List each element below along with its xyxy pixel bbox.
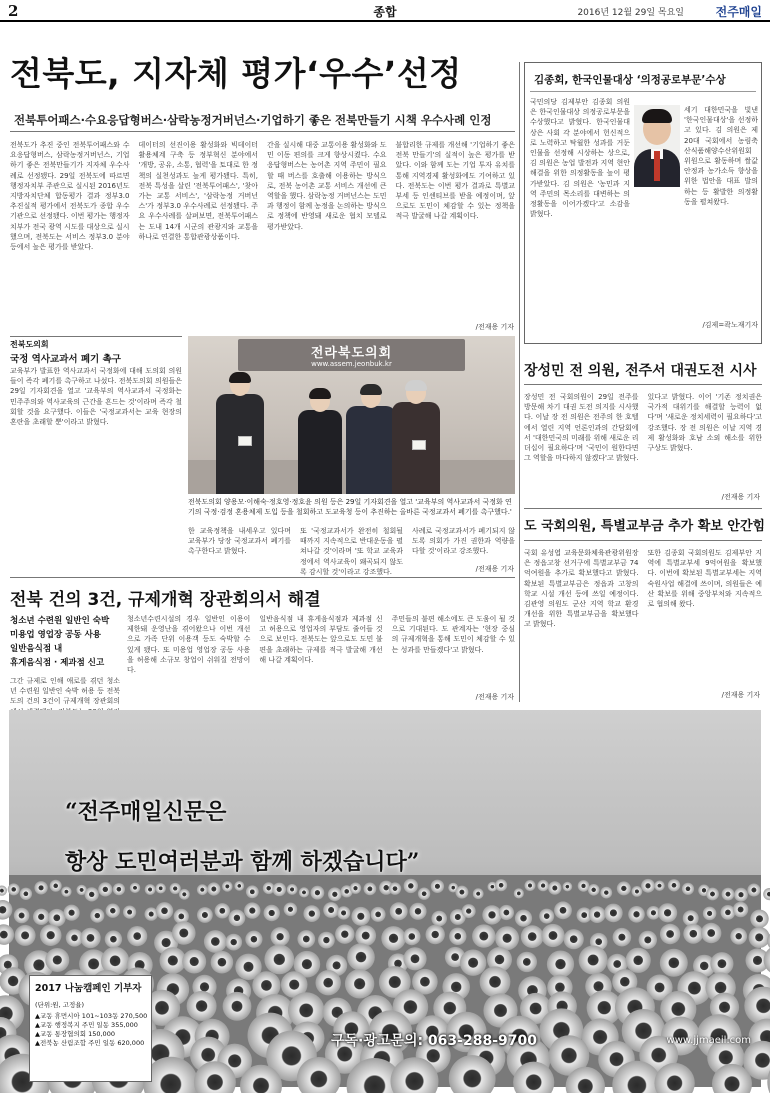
- sunflower-head: [472, 924, 495, 947]
- sunflower-head: [229, 910, 246, 927]
- sunflower-head: [548, 881, 561, 894]
- story2b-column-2: 또 '국정교과서가 완전히 철회될 때까지 지속적으로 반대운동을 펼쳐나갈 것'이라며 '또 학교 교육과정에서 역사교육이 왜곡되지 않도록 감시할 것'이라고 강조했다.: [300, 527, 403, 576]
- sunflower-head: [541, 924, 564, 947]
- sunflower-head: [211, 951, 234, 974]
- story2b-column-1: 한 교육정책을 내세우고 있다며 교육부가 당장 국정교과서 폐기를 촉구한다고 밝혔다.: [188, 527, 291, 556]
- photo-caption: 전북도의회 양용모·이해숙·정호영·정호윤 의원 등은 29일 기자회견을 열고 '교육부의 역사교과서 국정화 연기의 국정·검정 혼용체제 도입 등을 철회하고 도교육청 등이 추진하는 올바른 국정교과서 폐기를 촉구했다.': [188, 498, 512, 516]
- story5-deck-line-2: 미용업 영업장 공동 사용: [10, 630, 101, 640]
- sunflower-head: [733, 902, 748, 917]
- sunflower-head: [316, 970, 341, 995]
- lead-column-4: 불합리한 규제를 개선해 '기업하기 좋은 전북 만들기'의 실적이 높은 평가를 받았다. 이와 함께 도는 기업 투자 유치를 통해 지역경제 활성화에도 기여하고 있다. 전북도는 이번 평가 결과로 특별교부세 등 인센티브를 받을 예정이며, 앞으로도 도민이 체감할 수 있는 정책을 적극 발굴해 나갈 계획이다.: [395, 141, 515, 221]
- story4-column-1: 국회 유성엽 교육문화체육관광위원장은 정읍고창 선거구에 특별교부금 74억여원을 추가로 확보했다고 밝혔다. 확보된 특별교부금은 정읍과 고창의 학교 시설 개선 등에 쓰일 예정이다. 김관영 의원도 군산 지역 학교 환경 개선을 위한 특별교부금을 확보했다고 밝혔다.: [524, 549, 639, 629]
- sunflower-head: [613, 928, 632, 947]
- sunflower-head: [61, 887, 71, 897]
- donor-list-title: 2017 나눔캠페인 기부자: [35, 983, 142, 994]
- sunflower-head: [223, 992, 252, 1021]
- story5-deck-line-4: 휴게음식점 · 제과점 신고: [10, 658, 105, 668]
- issue-date: 2016년 12월 29일 목요일: [577, 8, 684, 18]
- sunflower-head: [179, 889, 190, 900]
- donor-row: ▲교동 통장협의회 150,000: [35, 1030, 115, 1038]
- sunflower-head: [172, 921, 196, 945]
- sunflower-head: [106, 904, 120, 918]
- sunflower-head: [426, 925, 445, 944]
- story4-byline: /전재용 기자: [721, 691, 760, 699]
- story5-column-1: 그간 규제로 인해 애로를 겪던 청소년 수련원 일반인 숙박 허용 등 전북도의 건의 3건이 규제개혁 장관회의: [10, 677, 120, 706]
- story3-divider: [524, 384, 762, 385]
- sunflower-head: [589, 906, 606, 923]
- story5-column-4: 주민들의 불편 해소에도 큰 도움이 될 것으로 기대된다. 도 관계자는 '현장 중심의 규제개혁을 통해 도민이 체감할 수 있는 성과를 만들겠다'고 밝혔다.: [391, 615, 515, 654]
- statement-paper-2: [412, 440, 426, 450]
- sunflower-head: [303, 905, 320, 922]
- sunflower-head: [0, 886, 7, 896]
- donor-row: ▲교동 휴먼시아 101~103동 270,500: [35, 1012, 148, 1020]
- sunflower-head: [225, 934, 242, 951]
- sunflower-head: [539, 909, 554, 924]
- sunflower-head: [564, 929, 584, 949]
- sunflower-head: [347, 943, 375, 971]
- story2-headline: 국정 역사교과서 폐기 촉구: [10, 354, 121, 365]
- donor-row: ▲전북농 산림조합 주민 일동 620,000: [35, 1039, 145, 1047]
- sunflower-head: [40, 924, 62, 946]
- sunflower-head: [495, 879, 507, 891]
- sunflower-head: [706, 888, 719, 901]
- sunflower-head: [50, 880, 62, 892]
- portrait-tie: [654, 151, 660, 181]
- sunflower-head: [521, 925, 544, 948]
- sunflower-head: [215, 903, 230, 918]
- sunflower-head: [33, 909, 49, 925]
- sunflower-head: [683, 924, 703, 944]
- sunflower-head: [204, 930, 227, 953]
- sunflower-head: [271, 927, 290, 946]
- sunflower-head: [318, 932, 335, 949]
- sunflower-head: [547, 951, 574, 978]
- story2b-column-3: 사례로 국정교과서가 폐기되지 않도록 의회가 가진 권한과 역량을 다할 것'이라고 강조했다.: [412, 527, 515, 556]
- sunflower-head: [626, 948, 651, 973]
- lead-body: [10, 140, 515, 332]
- sunflower-head: [734, 888, 748, 902]
- sunflower-head: [182, 950, 206, 974]
- sunflower-head: [197, 884, 208, 895]
- award-byline: /김제=곽노재기자: [702, 321, 758, 329]
- sunflower-head: [473, 888, 484, 899]
- sunflower-head: [20, 888, 32, 900]
- sunflower-head: [431, 911, 447, 927]
- sunflower-head: [515, 910, 532, 927]
- sunflower-head: [537, 880, 548, 891]
- donor-list-box: [29, 975, 152, 1082]
- sunflower-head: [364, 883, 377, 896]
- press-conference-photo: [188, 336, 515, 494]
- sunflower-head: [187, 991, 217, 1021]
- sunflower-head: [160, 947, 187, 974]
- sunflower-head: [297, 930, 315, 948]
- person-2: [298, 390, 342, 494]
- sunflower-head: [328, 887, 342, 901]
- sunflower-head: [371, 907, 386, 922]
- story5-deck-line-3: 일반음식점 내: [10, 644, 63, 654]
- story5-headline: 전북 건의 3건, 규제개혁 장관회의서 해결: [10, 590, 321, 610]
- story5-deck: [10, 614, 120, 670]
- sunflower-advertisement: [9, 710, 761, 1087]
- sunflower-head: [156, 883, 166, 893]
- sunflower-head: [639, 931, 657, 949]
- section-name: 종합: [373, 5, 397, 19]
- sunflower-head: [245, 931, 262, 948]
- page-header: [0, 0, 770, 22]
- sunflower-head: [64, 905, 80, 921]
- sunflower-head: [90, 909, 104, 923]
- sunflower-head: [222, 881, 233, 892]
- sunflower-head: [323, 902, 339, 918]
- story4-body: [524, 548, 762, 696]
- sunflower-head: [578, 880, 590, 892]
- sunflower-head: [287, 884, 298, 895]
- sunflower-head: [145, 884, 156, 895]
- sunflower-head: [123, 906, 136, 919]
- sunflower-head: [747, 884, 760, 897]
- portrait-hair: [642, 109, 672, 123]
- sunflower-head: [750, 910, 768, 928]
- sunflower-head: [337, 906, 350, 919]
- sunflower-head: [525, 880, 536, 891]
- statement-paper-1: [238, 436, 252, 446]
- sunflower-head: [480, 966, 511, 997]
- sunflower-head: [764, 945, 770, 974]
- sunflower-head: [604, 904, 623, 923]
- story3-byline: /전재용 기자: [721, 493, 760, 501]
- sunflower-head: [563, 882, 573, 892]
- sunflower-head: [660, 949, 688, 977]
- story4-divider: [524, 540, 762, 541]
- sunflower-head: [113, 883, 125, 895]
- story4-headline: 도 국회의원, 특별교부금 추가 확보 안간힘: [524, 519, 766, 534]
- sunflower-head: [517, 952, 537, 972]
- sunflower-head: [431, 880, 444, 893]
- sunflower-head: [234, 881, 244, 891]
- sunflower-head: [730, 928, 747, 945]
- ad-quote-line-1: “전주매일신문은: [65, 799, 227, 825]
- sunflower-head: [389, 882, 401, 894]
- sunflower-head: [462, 904, 476, 918]
- sunflower-head: [98, 882, 112, 896]
- lead-subheadline: 전북투어패스·수요응답형버스·삼락농정거버넌스·기업하기 좋은 전북만들기 시책 우수사례 인정: [14, 113, 492, 127]
- sunflower-head: [390, 902, 408, 920]
- sunflower-head: [156, 902, 173, 919]
- sunflower-head: [130, 883, 140, 893]
- story5-body: [127, 614, 515, 700]
- sunflower-head: [85, 887, 99, 901]
- ad-website-link[interactable]: www.jjmaeil.com: [666, 1035, 751, 1046]
- sunflower-head: [335, 925, 354, 944]
- sunflower-head: [579, 946, 608, 975]
- sunflower-head: [449, 928, 466, 945]
- donor-row: ▲교동 행정복지 주민 일동 355,000: [35, 1021, 138, 1029]
- story3-body: [524, 392, 762, 502]
- sunflower-head: [495, 926, 519, 950]
- donor-list-unit: (단위:원, 고정율): [35, 1001, 85, 1009]
- person-1: [216, 374, 264, 494]
- sunflower-head: [403, 928, 420, 945]
- story3-headline: 장성민 전 의원, 전주서 대권도전 시사: [524, 363, 757, 379]
- sunflower-head: [617, 881, 631, 895]
- story2b-byline: /전재용 기자: [475, 565, 514, 573]
- story2-kicker: 전북도의회: [10, 340, 49, 349]
- column-divider: [519, 62, 520, 702]
- award-column-1: 국민의당 김제부안 김종회 의원은 한국인물대상 의정공로부문을 수상했다고 밝혔다. 한국인물대상은 사회 각 분야에서 헌신적으로 노력하고 탁월한 성과를 거둔 인물을 선정해 시상하는 상으로, 김 의원은 농업 발전과 지역 현안 해결을 위한 의정활동을 높이 평가받았다. 김 의원은 '농민과 지역 주민의 목소리를 대변하는 의정활동을 이어가겠다'고 소감을 밝혔다.: [530, 98, 630, 219]
- lead-column-2: 데이터의 선진이용 활성화와 빅데이터 활용체계 구축 등 정부혁신 분야에서 '개방, 공유, 소통, 협력'을 토대로 한 정책의 실천성과도 높게 평가됐다. 특히, 전북 특성을 살린 '전북투어패스', '찾아가는 교통 서비스', '삼락농정 거버넌스'가 정부3.0 우수사례로 선정됐다. 주요 우수사례를 살펴보면, 전북투어패스는 도내 14개 시군의 관광지와 교통을 하나로 연결한 통합관광상품이다.: [138, 141, 258, 241]
- story2-top-rule: [10, 336, 182, 337]
- sunflower-head: [554, 901, 572, 919]
- sunflower-head: [722, 888, 735, 901]
- lead-column-1: 전북도가 추진 중인 전북투어패스와 수요응답형버스, 삼락농정거버넌스, 기업하기 좋은 전북만들기가 지자체 우수사례로 선정됐다. 29일 전북도에 따르면 행정자치부 주관으로 실시된 2016년도 지방자치단체 합동평가 결과 정부3.0 추진실적 평가에서 전북도가 종합 우수기관으로 선정됐다. 이번 평가는 행정자치부가 전국 광역 시도를 대상으로 실시했으며, 전북도는 서비스 정부3.0 분야 등에서 높은 평가를 받았다.: [10, 141, 130, 252]
- award-column-2: 세기 대한민국을 빛낸 '한국인물대상'을 선정하고 있다. 김 의원은 제20대 국회에서 농림축산식품해양수산위원회 위원으로 활동하며 쌀값 안정과 농가소득 향상을 위한 법안을 대표 발의하는 등 활발한 의정활동을 펼쳐왔다.: [684, 106, 758, 206]
- sunflower-head: [207, 882, 220, 895]
- sunflower-head: [588, 884, 600, 896]
- sunflower-head: [418, 888, 430, 900]
- sunflower-head: [632, 886, 643, 897]
- lead-divider: [10, 131, 515, 132]
- sunflower-head: [660, 924, 680, 944]
- sunflower-head: [381, 926, 405, 950]
- story2-body: 교육부가 발표한 역사교과서 국정화에 대해 도의회 의원들이 즉각 폐기를 촉구하고 나섰다. 전북도의회 의원들은 29일 기자회견을 열고 '교육부의 역사교과서 국정화는 민주주의와 역사교육의 근간을 흔드는 것'이라며 즉각 철회할 것을 요구했다. 이들은 '국정교과서는 교육 현장의 혼란을 초래할 뿐'이라고 밝혔다.: [10, 367, 182, 427]
- award-divider: [530, 91, 756, 92]
- politician-portrait: [634, 105, 680, 187]
- sunflower-head: [105, 931, 122, 948]
- sunflower-head: [628, 906, 645, 923]
- person-4: [392, 382, 440, 494]
- ad-quote-line-2: 항상 도민여러분과 함께 하겠습니다”: [65, 849, 420, 875]
- sunflower-head: [409, 903, 426, 920]
- sunflower-head: [404, 879, 418, 893]
- sunflower-head: [763, 888, 770, 900]
- lead-headline: 전북도, 지자체 평가‘우수’선정: [10, 54, 462, 93]
- sunflower-head: [15, 925, 36, 946]
- sunflower-head: [455, 886, 468, 899]
- sunflower-head: [48, 909, 66, 927]
- story5-byline: /전재용 기자: [475, 693, 514, 701]
- lead-column-3: 간을 실시해 대중 교통이용 활성화와 도민 이동 편의를 크게 향상시켰다. 수요응답형버스는 농어촌 지역 주민이 필요할 때 버스를 호출해 이용하는 방식으로, 전북 농어촌 교통 서비스 개선에 큰 역할을 했다. 삼락농정 거버넌스는 도민과 행정이 함께 농정을 논의하는 방식으로 정책에 반영돼 새로운 협치 모델로 평가받았다.: [267, 141, 387, 231]
- sunflower-head: [264, 945, 294, 975]
- sunflower-head: [145, 907, 158, 920]
- sunflower-head: [272, 883, 286, 897]
- sunflower-head: [45, 948, 69, 972]
- sunflower-head: [284, 903, 298, 917]
- story4-top-rule: [524, 508, 762, 509]
- sunflower-head: [355, 925, 376, 946]
- sunflower-head: [350, 883, 361, 894]
- story3-column-2: 있다고 밝혔다. 이어 '기존 정치권은 국가적 대위기를 해결할 능력이 없다'며 '새로운 정치세력이 필요하다'고 강조했다. 장 전 의원은 이날 지역 경제 활성화와 호남 소외 해소를 위한 구상도 밝혔다.: [647, 393, 762, 453]
- sunflower-head: [244, 902, 260, 918]
- sunflower-head: [80, 928, 100, 948]
- story5-deck-line-1: 청소년 수련원 일반인 숙박: [10, 616, 110, 626]
- sunflower-head: [34, 881, 47, 894]
- sunflower-head: [641, 879, 655, 893]
- story5-top-rule: [10, 577, 515, 578]
- person-3: [346, 386, 396, 494]
- sunflower-head: [499, 905, 514, 920]
- story4-column-2: 또한 김종회 국회의원도 김제부안 지역에 특별교부세 9억여원을 확보했다. 이번에 확보된 특별교부세는 지역 숙원사업 해결에 쓰이며, 의원들은 예산 확보를 위해 중앙부처와 지속적으로 협의해 왔다.: [647, 549, 762, 609]
- story3-column-1: 장성민 전 국회의원이 29일 전주를 방문해 차기 대권 도전 의지를 시사했다. 이날 장 전 의원은 전주의 한 호텔에서 열린 지역 언론인과의 간담회에서 '대한민국의 미래를 위해 새로운 리더십이 필요하다'며 '국민이 원한다면 그 역할을 마다하지 않겠다'고 밝혔다.: [524, 393, 639, 463]
- sunflower-head: [514, 888, 524, 898]
- sunflower-head: [197, 907, 213, 923]
- ad-contact: 구독·광고문의: 063-288-9700: [331, 1033, 537, 1049]
- sunflower-head: [299, 887, 309, 897]
- sunflower-head: [682, 883, 694, 895]
- banner-text: 전라북도의회: [310, 346, 393, 361]
- sunflower-head: [721, 905, 736, 920]
- sunflower-head: [668, 879, 680, 891]
- newspaper-name: 전주매일: [715, 5, 762, 19]
- sunflower-head: [246, 885, 259, 898]
- sunflower-head: [311, 886, 325, 900]
- story5-column-2: 청소년수련시설의 경우 일반인 이용이 제한돼 운영난을 겪어왔으나 이번 개선으로 가족 단위 이용객 등도 숙박할 수 있게 됐다. 또 미용업 영업장 공동 사용을 허용해 소규모 창업이 쉬워질 전망이다.: [127, 615, 251, 675]
- sunflower-head: [654, 881, 664, 891]
- sunflower-head: [600, 887, 612, 899]
- sunflower-head: [703, 907, 717, 921]
- sunflower-head: [345, 969, 374, 998]
- sunflower-head: [8, 883, 20, 895]
- award-headline: 김종회, 한국인물대상 ‘의정공로부문’수상: [534, 74, 726, 86]
- sunflower-head: [127, 926, 147, 946]
- sunflower-head: [460, 950, 486, 976]
- lead-byline: /전재용 기자: [475, 323, 514, 331]
- sunflower-head: [170, 883, 181, 894]
- sunflower-head: [683, 910, 699, 926]
- sunflower-head: [482, 905, 501, 924]
- sunflower-head: [403, 947, 426, 970]
- page-number: 2: [8, 2, 19, 20]
- sunflower-head: [710, 952, 733, 975]
- story5-column-3: 일반음식점 내 휴게음식점과 제과점 신고 허용으로 영업자의 부담도 줄어들 것으로 보인다. 전북도는 앞으로도 도민 불편을 초래하는 규제를 적극 발굴해 개선해 나갈 계획이다.: [259, 615, 383, 664]
- sunflower-head: [264, 905, 280, 921]
- banner-url: www.assem.jeonbuk.kr: [311, 360, 392, 368]
- sunflower-head: [749, 927, 770, 948]
- sunflower-head: [701, 923, 721, 943]
- sunflower-head: [658, 903, 677, 922]
- sunflower-head: [14, 908, 30, 924]
- sunflower-head: [351, 907, 370, 926]
